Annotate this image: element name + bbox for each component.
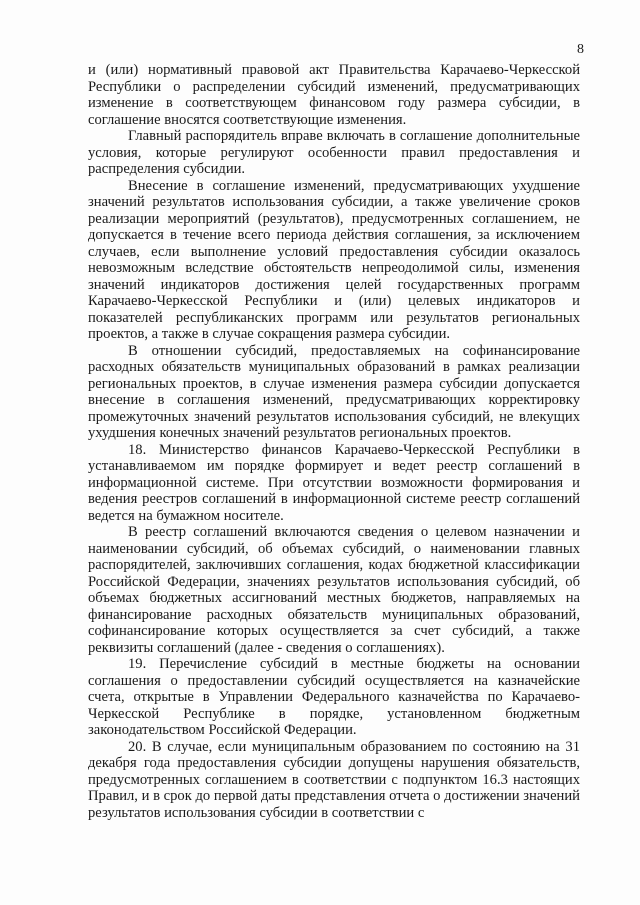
page-number: 8: [577, 42, 584, 57]
paragraph-item-18: 18. Министерство финансов Карачаево-Черкесской Республики в устанавливаемом им порядке формирует и ведет реестр соглашений в информационной системе. При отсутствии возможности формирования и ведения реестров соглашений в информационной системе реестр соглашений ведется на бумажном носителе.: [88, 441, 580, 524]
paragraph-item-20: 20. В случае, если муниципальным образованием по состоянию на 31 декабря года предоставления субсидии допущены нарушения обязательств, предусмотренных соглашением в соответствии с подпунктом 16.3 настоящих Правил, и в срок до первой даты представления отчета о достижении значений результатов использования субсидии в соответствии с: [88, 738, 580, 821]
document-body: [88, 62, 580, 821]
paragraph: и (или) нормативный правовой акт Правительства Карачаево-Черкесской Республики о распределении субсидий изменений, предусматривающих изменение в соответствующем финансовом году размера субсидии, в соглашение вносятся соответствующие изменения.: [88, 62, 580, 128]
paragraph: В реестр соглашений включаются сведения о целевом назначении и наименовании субсидий, об объемах субсидий, о наименовании главных распорядителей, заключивших соглашения, кодах бюджетной классификации Российской Федерации, значениях результатов использования субсидий, об объемах бюджетных ассигнований местных бюджетов, направляемых на финансирование расходных обязательств муниципальных образований, софинансирование которых осуществляется за счет субсидий, а также реквизиты соглашений (далее - сведения о соглашениях).: [88, 524, 580, 656]
paragraph: Внесение в соглашение изменений, предусматривающих ухудшение значений результатов использования субсидии, а также увеличение сроков реализации мероприятий (результатов), предусмотренных соглашением, не допускается в течение всего периода действия соглашения, за исключением случаев, если выполнение условий предоставления субсидии оказалось невозможным вследствие обстоятельств непреодолимой силы, изменения значений индикаторов достижения целей государственных программ Карачаево-Черкесской Республики и (или) целевых индикаторов и показателей республиканских программ или результатов региональных проектов, а также в случае сокращения размера субсидии.: [88, 177, 580, 342]
paragraph-item-19: 19. Перечисление субсидий в местные бюджеты на основании соглашения о предоставлении субсидий осуществляется на казначейские счета, открытые в Управлении Федерального казначейства по Карачаево-Черкесской Республике в порядке, установленном бюджетным законодательством Российской Федерации.: [88, 656, 580, 738]
paragraph: В отношении субсидий, предоставляемых на софинансирование расходных обязательств муниципальных образований в рамках реализации региональных проектов, в случае изменения размера субсидии допускается внесение в соглашения изменений, предусматривающих корректировку промежуточных значений результатов использования субсидий, не влекущих ухудшения конечных значений результатов региональных проектов.: [88, 342, 580, 441]
paragraph: Главный распорядитель вправе включать в соглашение дополнительные условия, которые регулируют особенности правил предоставления и распределения субсидии.: [88, 128, 580, 177]
